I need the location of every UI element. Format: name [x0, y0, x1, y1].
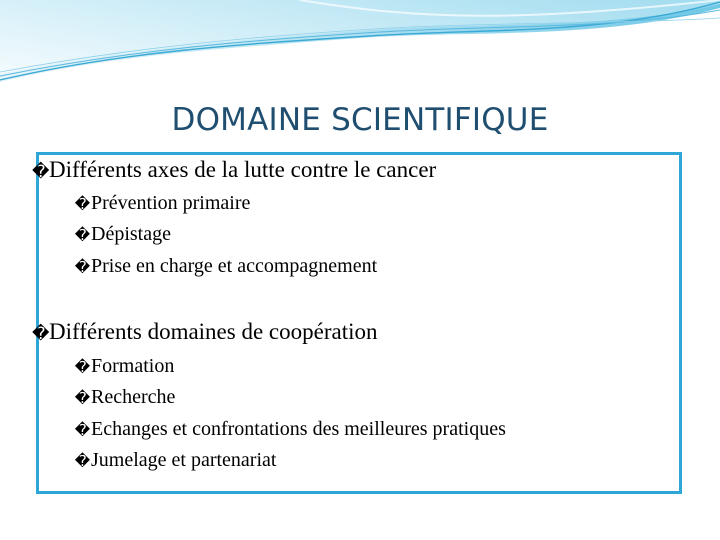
section-heading-text: Différents axes de la lutte contre le cancer [49, 157, 437, 182]
list-item-text: Prise en charge et accompagnement [91, 255, 378, 277]
bullet-icon: � [74, 389, 91, 407]
section-heading [32, 157, 436, 183]
bullet-icon: � [32, 162, 50, 182]
section-heading [32, 319, 378, 345]
list-item [74, 192, 250, 215]
bullet-icon: � [32, 324, 50, 344]
list-item [74, 386, 175, 409]
slide-title: DOMAINE SCIENTIFIQUE [171, 102, 549, 138]
bullet-icon: � [74, 358, 91, 376]
list-item [74, 255, 377, 278]
bullet-icon: � [74, 421, 91, 439]
section-heading-text: Différents domaines de coopération [49, 319, 378, 344]
list-item [74, 418, 506, 441]
list-item-text: Dépistage [91, 223, 171, 245]
bullet-icon: � [74, 226, 91, 244]
bullet-icon: � [74, 195, 91, 213]
bullet-icon: � [74, 452, 91, 470]
list-item-text: Echanges et confrontations des meilleures pratiques [91, 418, 506, 440]
header-wave-decoration [0, 0, 720, 90]
list-item-text: Prévention primaire [91, 192, 251, 214]
list-item-text: Jumelage et partenariat [91, 449, 277, 471]
list-item-text: Formation [91, 355, 175, 377]
list-item [74, 449, 276, 472]
list-item-text: Recherche [91, 386, 176, 408]
list-item [74, 223, 171, 246]
list-item [74, 355, 174, 378]
bullet-icon: � [74, 258, 91, 276]
